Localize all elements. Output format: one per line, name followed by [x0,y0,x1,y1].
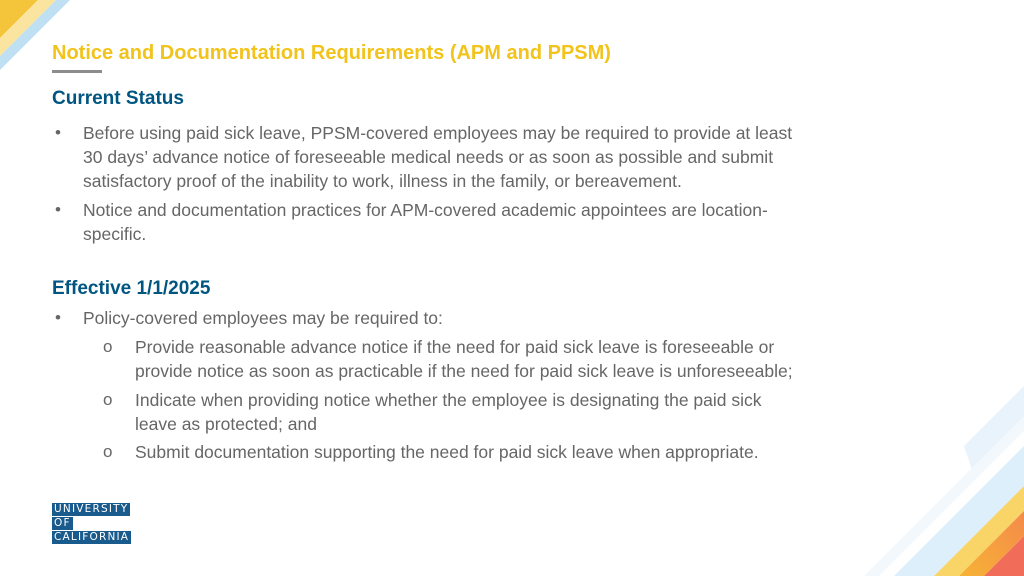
bullet-marker: • [55,308,61,327]
effective-sub-item-3-line-1: Submit documentation supporting the need for paid sick leave when appropriate. [135,442,759,462]
current-status-item-2-line-2: specific. [83,224,147,244]
sub-bullet-marker: o [103,337,113,356]
slide-title: Notice and Documentation Requirements (APM and PPSM) [52,42,611,64]
current-status-item-1-line-3: satisfactory proof of the inability to work, illness in the family, or bereavement. [83,171,682,191]
logo-line-california: CALIFORNIA [54,531,130,543]
sub-bullet-marker: o [103,442,113,461]
university-of-california-logo [52,503,134,545]
effective-sub-item-1-line-1: Provide reasonable advance notice if the need for paid sick leave is foreseeable or [135,337,775,357]
sub-bullet-marker: o [103,390,113,409]
effective-heading: Effective 1/1/2025 [52,278,211,299]
logo-line-of: OF [54,517,71,529]
bullet-marker: • [55,123,61,142]
title-underline [52,70,102,73]
bullet-marker: • [55,200,61,219]
effective-sub-item-1-line-2: provide notice as soon as practicable if the need for paid sick leave is unforeseeable; [135,361,793,381]
current-status-item-2-line-1: Notice and documentation practices for APM-covered academic appointees are location- [83,200,768,220]
effective-sub-item-2-line-2: leave as protected; and [135,414,317,434]
current-status-heading: Current Status [52,88,184,109]
current-status-item-1-line-1: Before using paid sick leave, PPSM-covered employees may be required to provide at least [83,123,793,143]
current-status-item-1-line-2: 30 days’ advance notice of foreseeable medical needs or as soon as possible and submit [83,147,774,167]
effective-sub-item-2-line-1: Indicate when providing notice whether the employee is designating the paid sick [135,390,762,410]
effective-intro: Policy-covered employees may be required to: [83,308,443,328]
logo-line-university: UNIVERSITY [54,503,129,515]
bottom-right-stripes-decoration [824,386,1024,576]
